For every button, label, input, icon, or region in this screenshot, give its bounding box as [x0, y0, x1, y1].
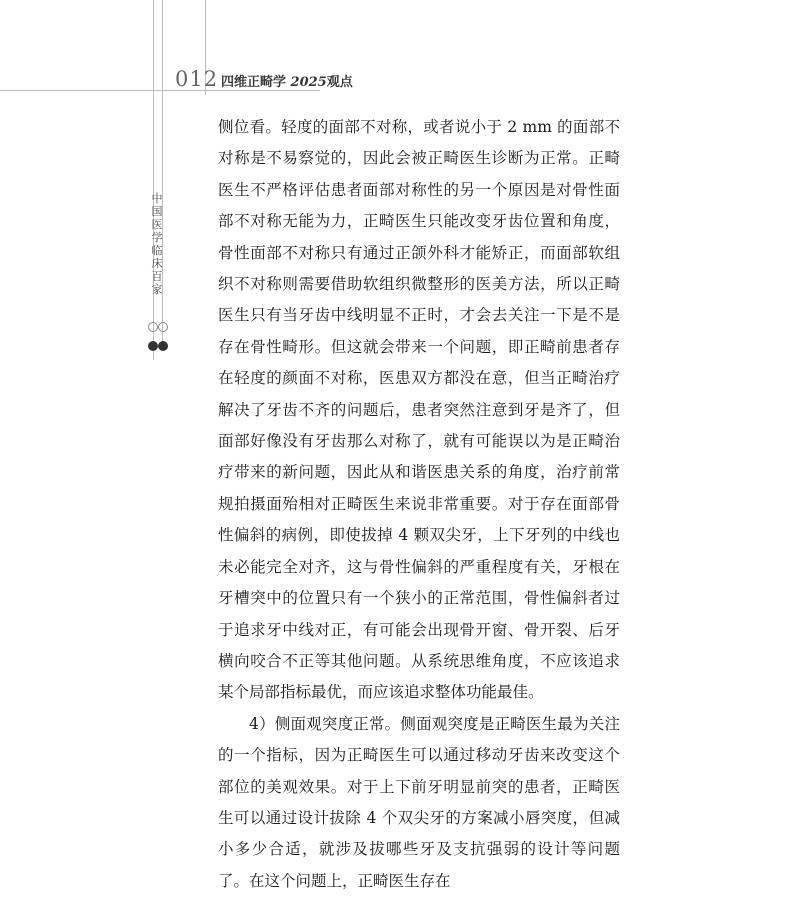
- paragraph: 侧位看。轻度的面部不对称，或者说小于 2 mm 的面部不对称是不易察觉的，因此会被正畸医生诊断为正常。正畸医生不严格评估患者面部对称性的另一个原因是对骨性面部不对称无能为力，正畸医生只能改变牙齿位置和角度，骨性面部不对称只有通过正颌外科才能矫正，而面部软组织不对称则需要借助软组织微整形的医美方法，所以正畸医生只有当牙齿中线明显不正时，才会去关注一下是不是存在骨性畸形。但这就会带来一个问题，即正畸前患者存在轻度的颜面不对称，医患双方都没在意，但当正畸治疗解决了牙齿不齐的问题后，患者突然注意到牙是齐了，但面部好像没有牙齿那么对称了，就有可能误以为是正畸治疗带来的新问题，因此从和谐医患关系的角度，治疗前常规拍摄面殆相对正畸医生来说非常重要。对于存在面部骨性偏斜的病例，即使拔掉 4 颗双尖牙，上下牙列的中线也未必能完全对齐，这与骨性偏斜的严重程度有关，牙根在牙槽突中的位置只有一个狭小的正常范围，骨性偏斜者过于追求牙中线对正，有可能会出现骨开窗、骨开裂、后牙横向咬合不正等其他问题。从系统思维角度，不应该追求某个局部指标最优，而应该追求整体功能最佳。: [218, 118, 620, 702]
- ornament-circle-outline-1: [148, 322, 158, 332]
- running-head-title: [221, 71, 353, 90]
- ornament-circle-outline-2: [158, 322, 168, 332]
- book-title: 四维正畸学: [221, 75, 287, 90]
- book-title-suffix: 观点: [326, 75, 353, 90]
- body-text: [218, 112, 620, 897]
- header-rule: [0, 90, 320, 91]
- frame-vertical-line-1: [153, 0, 154, 360]
- paragraph: 4）侧面观突度正常。侧面观突度是正畸医生最为关注的一个指标，因为正畸医生可以通过移动牙齿来改变这个部位的美观效果。对于上下前牙明显前突的患者，正畸医生可以通过设计拔除 4 个双尖牙的方案减小唇突度，但减小多少合适，就涉及拔哪些牙及支抗强弱的设计等问题了。在这个问题上，正畸医生存在: [218, 714, 620, 890]
- ornament-circle-filled-1: [148, 341, 158, 351]
- page-number: 012: [175, 67, 219, 91]
- series-label: 中国医学临床百家: [151, 192, 163, 296]
- ornament-circle-filled-2: [158, 341, 168, 351]
- book-year: 2025: [290, 75, 327, 90]
